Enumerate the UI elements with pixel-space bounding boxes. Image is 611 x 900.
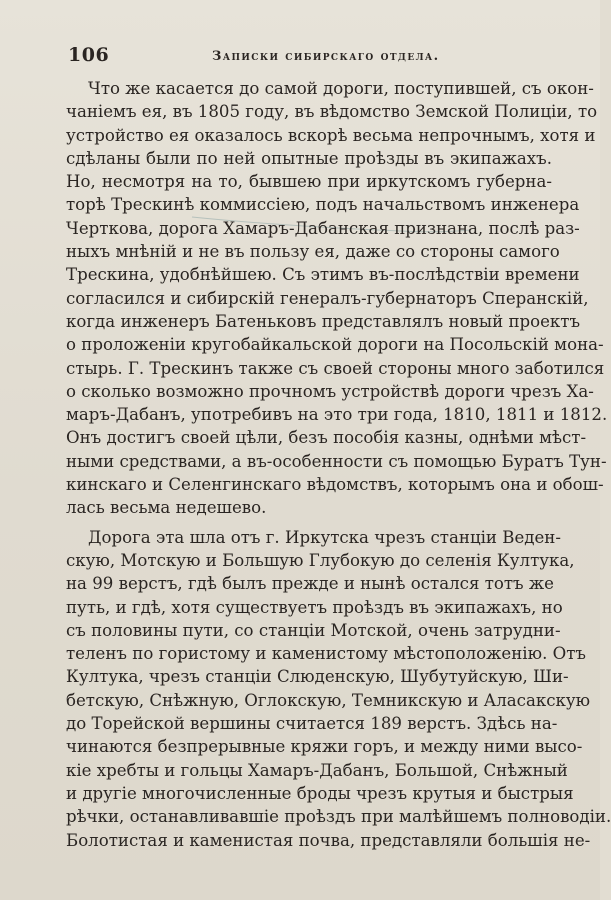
text-line: скую, Мотскую и Большую Глубокую до селенія Култука,: [66, 550, 575, 570]
paragraph-1: [66, 77, 608, 520]
text-line: Что же касается до самой дороги, поступившей, съ окон-: [88, 79, 594, 98]
text-line: стырь. Г. Трескинъ также съ своей стороны много заботился: [66, 358, 605, 378]
text-line: о сколько возможно прочномъ устройствѣ дороги чрезъ Ха-: [66, 381, 594, 401]
text-line: Черткова, дорога Хамаръ-Дабанская признана, послѣ раз-: [66, 218, 580, 238]
text-line: бетскую, Снѣжную, Оглокскую, Темникскую и Аласакскую: [66, 690, 591, 710]
text-line: торѣ Трескинѣ коммиссіею, подъ начальствомъ инженера: [66, 195, 580, 215]
text-line: Дорога эта шла отъ г. Иркутска чрезъ станціи Веден-: [88, 527, 561, 547]
body-text: [66, 77, 611, 852]
text-line: ными средствами, а въ-особенности съ помощью Буратъ Тун-: [66, 451, 607, 471]
text-line: когда инженеръ Батеньковъ представлялъ новый проектъ: [66, 311, 581, 331]
text-line: о проложеніи кругобайкальской дороги на Посольскій мона-: [66, 335, 604, 355]
text-line: лась весьма недешево.: [66, 498, 267, 518]
text-line: чаніемъ ея, въ 1805 году, въ вѣдомство Земской Полиціи, то: [66, 102, 598, 122]
text-line: кіе хребты и гольцы Хамаръ-Дабанъ, Большой, Снѣжный: [66, 760, 568, 780]
page-header: [0, 0, 600, 70]
text-line: рѣчки, останавливавшіе проѣздъ при малѣйшемъ полноводіи.: [66, 807, 611, 827]
text-line: теленъ по гористому и каменистому мѣстоположенію. Отъ: [66, 644, 586, 664]
text-line: ныхъ мнѣній и не въ пользу ея, даже со стороны самого: [66, 242, 560, 262]
page-number: 106: [68, 44, 110, 66]
text-line: до Торейской вершины считается 189 верстъ. Здѣсь на-: [66, 714, 558, 734]
text-line: съ половины пути, со станціи Мотской, очень затрудни-: [66, 620, 561, 640]
text-line: Но, несмотря на то, бывшею при иркутскомъ губерна-: [66, 172, 552, 192]
text-line: на 99 верстъ, гдѣ былъ прежде и нынѣ остался тотъ же: [66, 574, 554, 594]
text-line: чинаются безпрерывные кряжи горъ, и между ними высо-: [66, 737, 583, 757]
text-line: Онъ достигъ своей цѣли, безъ пособія казны, однѣми мѣст-: [66, 428, 587, 448]
text-line: путь, и гдѣ, хотя существуетъ проѣздъ въ экипажахъ, но: [66, 597, 563, 617]
text-line: Култука, чрезъ станціи Слюденскую, Шубутуйскую, Ши-: [66, 667, 569, 687]
text-line: сдѣланы были по ней опытные проѣзды въ экипажахъ.: [66, 148, 552, 168]
text-line: согласился и сибирскій генералъ-губернаторъ Сперанскій,: [66, 288, 589, 308]
text-line: и другіе многочисленные броды чрезъ крутыя и быстрыя: [66, 783, 574, 803]
paragraph-2: [66, 526, 611, 852]
text-line: Трескина, удобнѣйшею. Съ этимъ въ-послѣдствіи времени: [66, 265, 580, 285]
text-line: маръ-Дабанъ, употребивъ на это три года, 1810, 1811 и 1812.: [66, 405, 608, 425]
running-title: Записки сибирскаго отдела.: [212, 49, 440, 64]
text-line: устройство ея оказалось вскорѣ весьма непрочнымъ, хотя и: [66, 125, 596, 145]
text-line: Болотистая и каменистая почва, представляли большія не-: [66, 830, 591, 850]
text-line: кинскаго и Селенгинскаго вѣдомствъ, которымъ она и обош-: [66, 475, 604, 495]
